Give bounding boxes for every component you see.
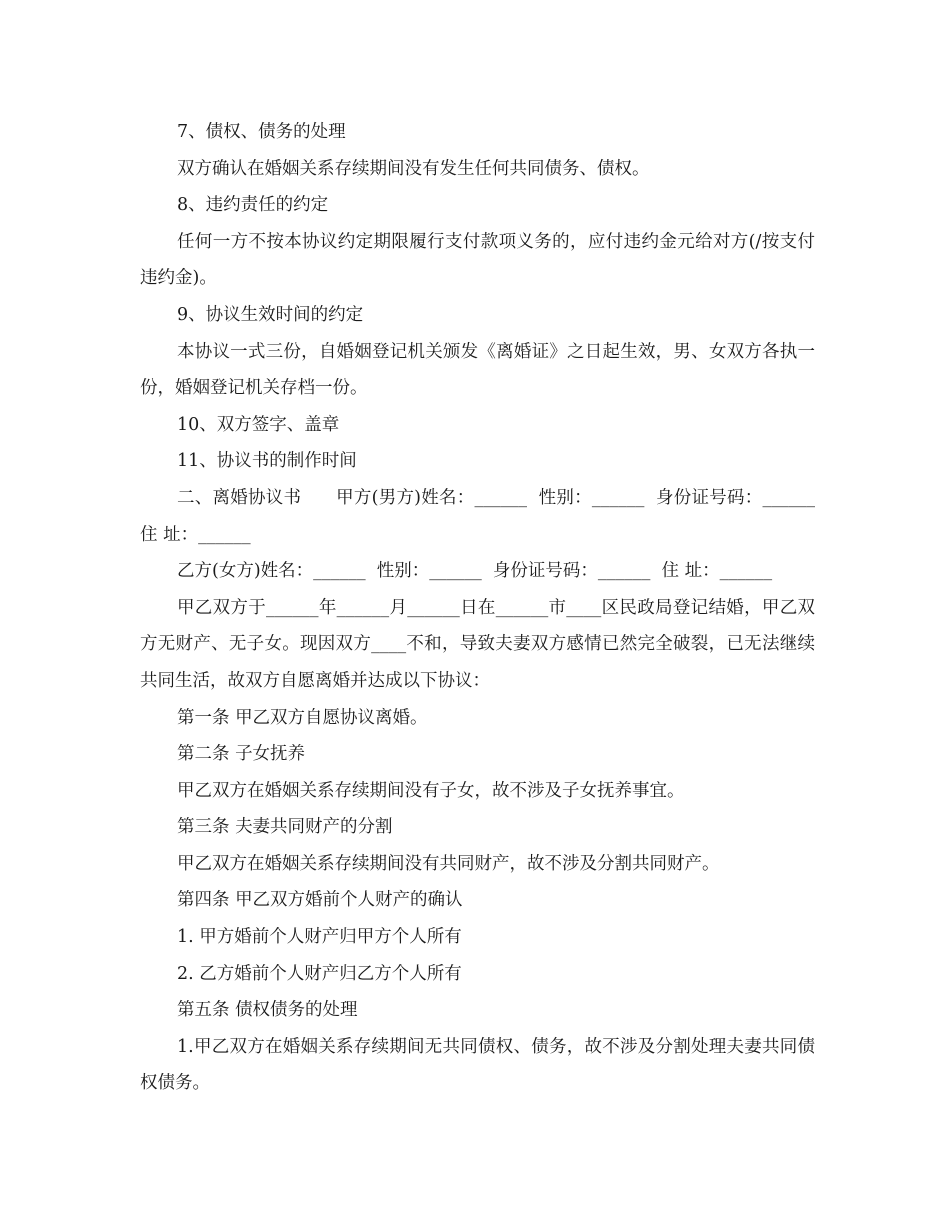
section-9-text: 本协议一式三份，自婚姻登记机关颁发《离婚证》之日起生效，男、女双方各执一份，婚姻登记机关存档一份。	[140, 341, 815, 399]
document-body	[140, 114, 827, 1102]
article-2-heading: 第二条 子女抚养	[177, 744, 306, 765]
section-8-heading: 8、违约责任的约定	[177, 195, 329, 216]
section-7-text: 双方确认在婚姻关系存续期间没有发生任何共同债务、债权。	[177, 158, 650, 179]
section-8-text: 任何一方不按本协议约定期限履行支付款项义务的，应付违约金元给对方(/按支付违约金)。	[140, 231, 815, 289]
article-1: 第一条 甲乙双方自愿协议离婚。	[177, 707, 428, 728]
party-b-info: 乙方(女方)姓名：______ 性别：______ 身份证号码：______ 住 址：______	[177, 561, 773, 582]
section-9-heading: 9、协议生效时间的约定	[177, 304, 364, 325]
article-3-text: 甲乙双方在婚姻关系存续期间没有共同财产，故不涉及分割共同财产。	[177, 853, 720, 874]
article-3-heading: 第三条 夫妻共同财产的分割	[177, 817, 393, 838]
party-a-info: 二、离婚协议书 甲方(男方)姓名：______ 性别：______ 身份证号码：______ 住 址：______	[140, 487, 827, 545]
article-4-item-1: 1. 甲方婚前个人财产归甲方个人所有	[177, 927, 462, 948]
section-10-heading: 10、双方签字、盖章	[177, 414, 340, 435]
section-7-heading: 7、债权、债务的处理	[177, 122, 346, 142]
article-4-heading: 第四条 甲乙双方婚前个人财产的确认	[177, 890, 463, 911]
article-2-text: 甲乙双方在婚姻关系存续期间没有子女，故不涉及子女抚养事宜。	[177, 780, 685, 801]
article-4-item-2: 2. 乙方婚前个人财产归乙方个人所有	[177, 963, 462, 984]
agreement-preamble: 甲乙双方于______年______月______日在______市____区民政局登记结婚，甲乙双方无财产、无子女。现因双方____不和，导致夫妻双方感情已然完全破裂，已无法继续共同生活，故双方自愿离婚并达成以下协议：	[140, 597, 815, 691]
article-5-item-1: 1.甲乙双方在婚姻关系存续期间无共同债权、债务，故不涉及分割处理夫妻共同债权债务。	[140, 1036, 815, 1094]
article-5-heading: 第五条 债权债务的处理	[177, 1000, 358, 1021]
section-11-heading: 11、协议书的制作时间	[177, 451, 357, 472]
